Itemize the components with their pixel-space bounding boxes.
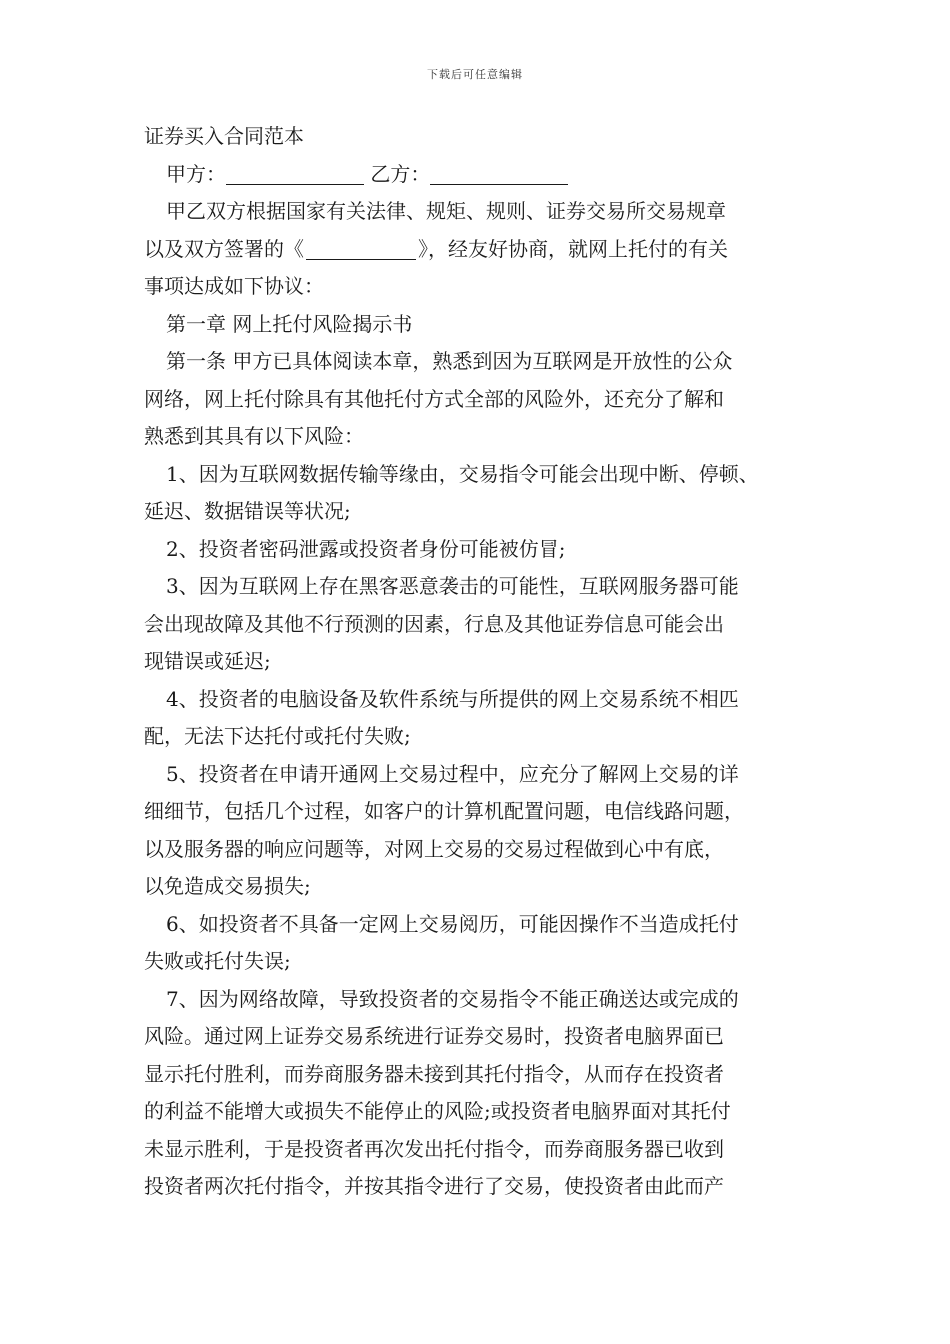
risk-item — [144, 681, 824, 756]
article-line: 熟悉到其具有以下风险： — [144, 424, 364, 448]
risk-line: 以及服务器的响应问题等，对网上交易的交易过程做到心中有底， — [144, 836, 724, 861]
agreement-name-blank — [306, 237, 416, 260]
risk-line: 细细节，包括几个过程，如客户的计算机配置问题，电信线路问题， — [144, 799, 744, 823]
risk-line: 6、如投资者不具备一定网上交易阅历，可能因操作不当造成托付 — [166, 911, 739, 936]
risk-line: 失败或托付失误; — [144, 949, 291, 973]
risk-line: 5、投资者在申请开通网上交易过程中，应充分了解网上交易的详 — [166, 761, 739, 786]
risk-line: 延迟、数据错误等状况; — [144, 499, 351, 523]
document-title: 证券买入合同范本 — [144, 124, 304, 148]
document-body — [144, 118, 824, 1206]
party-b-blank — [430, 162, 568, 185]
risk-line: 显示托付胜利，而券商服务器未接到其托付指令，从而存在投资者 — [144, 1061, 724, 1086]
party-b-label: 乙方： — [370, 161, 431, 186]
risk-item — [144, 568, 824, 681]
risk-line: 投资者两次托付指令，并按其指令进行了交易，使投资者由此而产 — [144, 1174, 724, 1198]
chapter-title: 第一章 网上托付风险揭示书 — [166, 311, 413, 336]
party-a-blank — [226, 162, 364, 185]
risk-line: 的利益不能增大或损失不能停止的风险;或投资者电脑界面对其托付 — [144, 1099, 731, 1123]
page-header: 下载后可任意编辑 — [427, 68, 523, 81]
risk-line: 会出现故障及其他不行预测的因素，行息及其他证券信息可能会出 — [144, 611, 724, 636]
risk-line: 4、投资者的电脑设备及软件系统与所提供的网上交易系统不相匹 — [166, 686, 739, 711]
preamble-line: 甲乙双方根据国家有关法律、规矩、规则、证券交易所交易规章 — [166, 199, 726, 223]
article-1 — [144, 343, 824, 456]
risk-line: 3、因为互联网上存在黑客恶意袭击的可能性，互联网服务器可能 — [166, 574, 739, 598]
party-a-label: 甲方： — [166, 161, 226, 186]
parties-line — [144, 156, 824, 194]
risk-line: 未显示胜利，于是投资者再次发出托付指令，而券商服务器已收到 — [144, 1136, 724, 1161]
preamble-line: 事项达成如下协议： — [144, 274, 324, 298]
risk-line: 1、因为互联网数据传输等缘由，交易指令可能会出现中断、停顿、 — [166, 461, 759, 486]
risk-item — [144, 456, 824, 531]
risk-list — [144, 456, 824, 1206]
risk-item — [144, 981, 824, 1206]
article-line: 网络，网上托付除具有其他托付方式全部的风险外，还充分了解和 — [144, 386, 724, 411]
risk-item — [144, 531, 824, 569]
risk-line: 2、投资者密码泄露或投资者身份可能被仿冒; — [166, 536, 566, 561]
risk-line: 现错误或延迟; — [144, 649, 271, 673]
preamble-paragraph — [144, 193, 824, 306]
risk-line: 以免造成交易损失; — [144, 874, 311, 898]
risk-line: 配，无法下达托付或托付失败; — [144, 724, 411, 748]
article-line: 第一条 甲方已具体阅读本章，熟悉到因为互联网是开放性的公众 — [166, 349, 733, 373]
risk-item — [144, 906, 824, 981]
risk-line: 风险。通过网上证券交易系统进行证券交易时，投资者电脑界面已 — [144, 1024, 724, 1048]
risk-item — [144, 756, 824, 906]
risk-line: 7、因为网络故障，导致投资者的交易指令不能正确送达或完成的 — [166, 986, 739, 1011]
preamble-line: 以及双方签署的《 》，经友好协商，就网上托付的有关 — [144, 236, 728, 261]
